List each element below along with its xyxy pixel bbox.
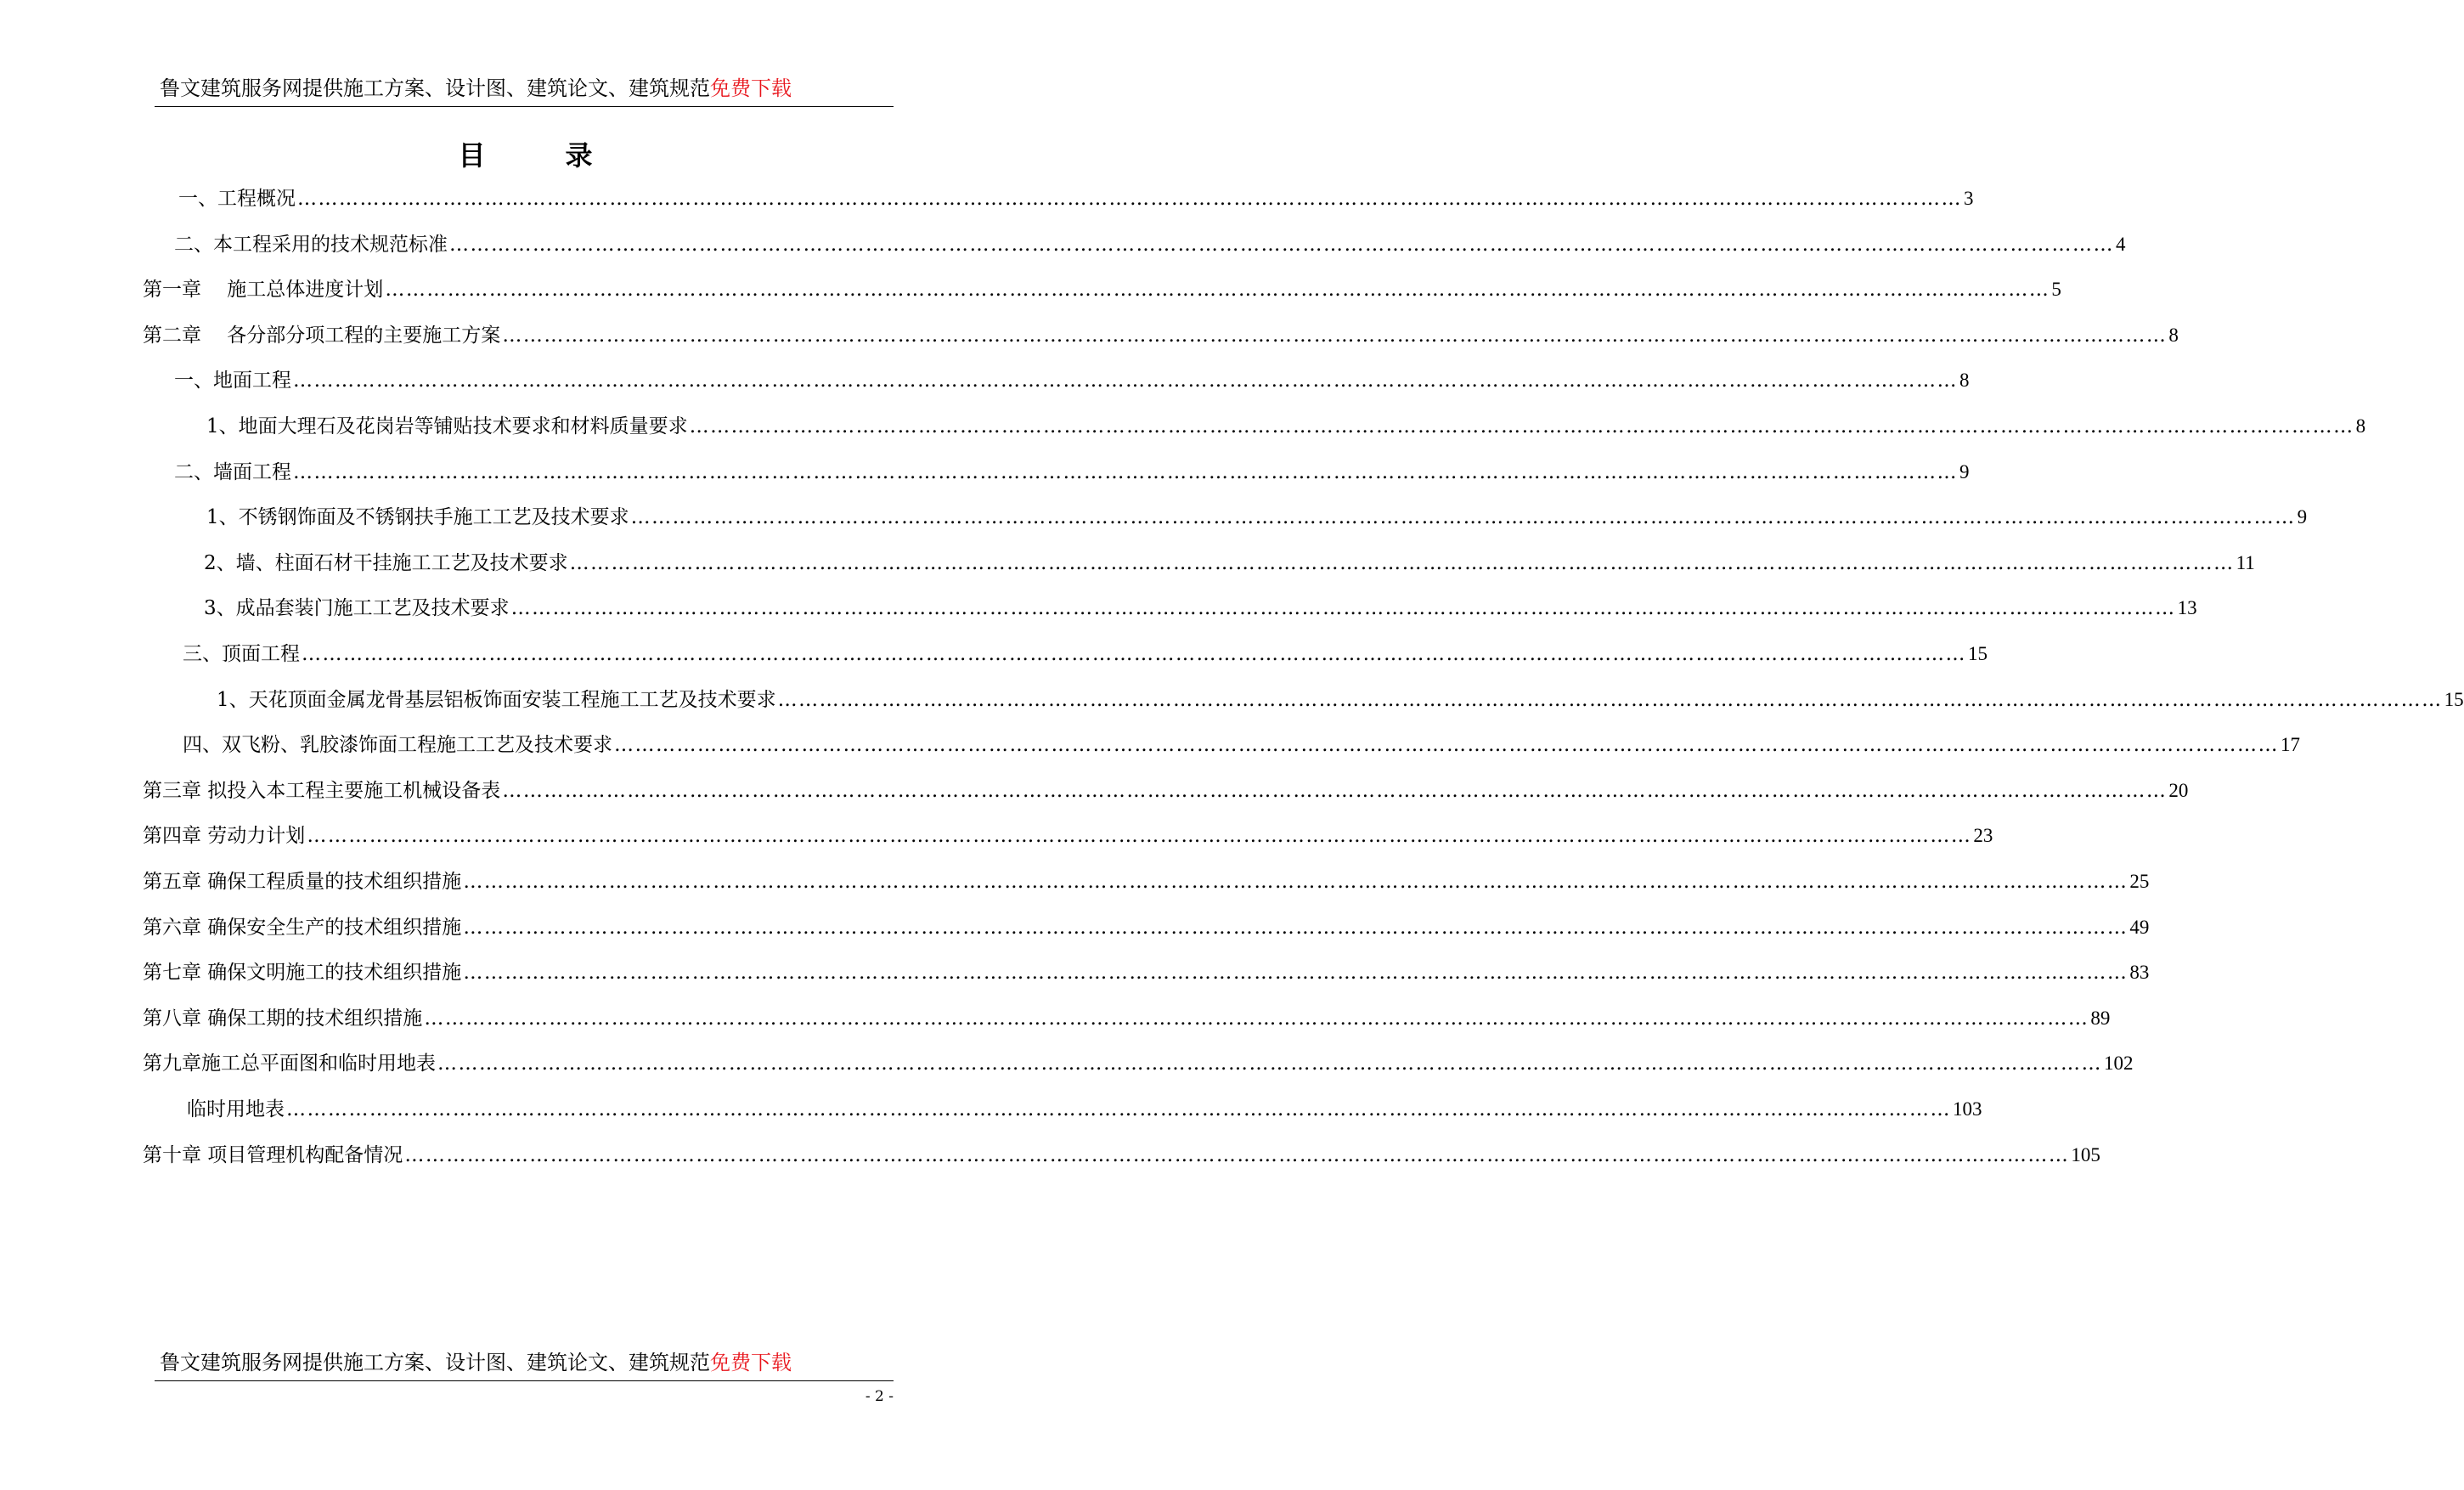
toc-entry-page: 4 [2116,233,2126,255]
toc-leader-dots: …………………………………………………………………………………………………………………………………………………………………………………………………………………… [463,871,2129,893]
toc-leader-dots: …………………………………………………………………………………………………………………………………………………………………………………………………………………… [502,779,2168,802]
toc-entry[interactable] [143,821,1993,851]
toc-entry[interactable] [143,274,2061,305]
toc-entry-page: 102 [2104,1053,2134,1075]
toc-entry-label: 临时用地表 [187,1098,285,1120]
toc-entry-page: 89 [2090,1007,2111,1029]
toc-leader-dots: …………………………………………………………………………………………………………………………………………………………………………………………………………………… [297,188,1962,210]
toc-entry[interactable] [143,1140,2100,1171]
toc-leader-dots: …………………………………………………………………………………………………………………………………………………………………………………………………………………… [630,506,2296,529]
toc-leader-dots: …………………………………………………………………………………………………………………………………………………………………………………………………………………… [569,551,2235,574]
toc-entry[interactable] [183,730,2300,760]
toc-entry-page: 8 [2168,324,2179,346]
header-free-download: 免费下载 [710,76,792,100]
toc-entry-page: 8 [1959,370,1970,392]
toc-leader-dots: …………………………………………………………………………………………………………………………………………………………………………………………………………………… [510,597,2176,620]
toc-entry[interactable] [204,593,2197,624]
toc-entry-page: 105 [2071,1143,2100,1165]
page-header [155,75,894,107]
toc-entry-page: 15 [2444,688,2464,710]
toc-entry-page: 20 [2168,779,2189,801]
toc-entry-page: 8 [2355,415,2366,437]
toc-entry[interactable] [206,502,2308,533]
toc-entry-page: 5 [2051,279,2061,301]
toc-title-char-1: 目 [458,139,489,172]
toc-entry-label: 第三章 拟投入本工程主要施工机械设备表 [143,779,501,802]
toc-entry-label: 3、成品套装门施工工艺及技术要求 [204,597,510,620]
toc-leader-dots: …………………………………………………………………………………………………………………………………………………………………………………………………………………… [463,962,2129,985]
toc-entry[interactable] [204,548,2255,579]
footer-free-download: 免费下载 [710,1351,792,1374]
toc-entry[interactable] [143,320,2179,351]
toc-entry-page: 13 [2177,597,2197,619]
header-text: 鲁文建筑服务网提供施工方案、设计图、建筑论文、建筑规范 [160,76,710,100]
page-number: - 2 - [865,1388,894,1405]
toc-entry-page: 17 [2281,734,2300,756]
toc-entry[interactable] [143,866,2150,897]
toc-entry-label: 二、墙面工程 [174,460,291,483]
toc-leader-dots: …………………………………………………………………………………………………………………………………………………………………………………………………………………… [424,1007,2089,1030]
toc-leader-dots: …………………………………………………………………………………………………………………………………………………………………………………………………………………… [385,279,2050,302]
footer-text: 鲁文建筑服务网提供施工方案、设计图、建筑论文、建筑规范 [160,1351,710,1374]
page-footer [155,1349,894,1381]
toc-entry-page: 25 [2129,871,2150,892]
toc-entry-page: 3 [1964,188,1974,209]
toc-entry[interactable] [143,1003,2111,1034]
toc-entry-page: 11 [2236,551,2255,573]
toc-leader-dots: …………………………………………………………………………………………………………………………………………………………………………………………………………………… [689,415,2354,437]
toc-entry[interactable] [183,639,1988,669]
toc-leader-dots: …………………………………………………………………………………………………………………………………………………………………………………………………………………… [286,1098,1951,1120]
toc-entry-page: 9 [1959,460,1970,483]
toc-entry[interactable] [143,912,2150,943]
toc-title [0,134,1054,173]
toc-entry[interactable] [217,685,2464,715]
toc-leader-dots: …………………………………………………………………………………………………………………………………………………………………………………………………………………… [502,324,2168,347]
toc-leader-dots: …………………………………………………………………………………………………………………………………………………………………………………………………………………… [307,825,1972,848]
toc-entry[interactable] [143,776,2189,806]
toc-leader-dots: …………………………………………………………………………………………………………………………………………………………………………………………………………………… [463,916,2129,939]
toc-entry-label: 一、地面工程 [174,370,291,392]
toc-entry-label: 一、工程概况 [178,188,296,210]
toc-entry-page: 9 [2297,506,2308,528]
toc-entry-label: 第五章 确保工程质量的技术组织措施 [143,871,462,893]
toc-entry[interactable] [174,365,1970,396]
toc-entry-label: 四、双飞粉、乳胶漆饰面工程施工工艺及技术要求 [183,734,612,757]
toc-entry-label: 三、顶面工程 [183,643,300,665]
toc-entry-label: 第四章 劳动力计划 [143,825,306,848]
toc-entry[interactable] [174,457,1970,488]
toc-entry-label: 第十章 项目管理机构配备情况 [143,1143,403,1166]
toc-leader-dots: …………………………………………………………………………………………………………………………………………………………………………………………………………………… [404,1143,2070,1166]
toc-entry[interactable] [143,957,2150,988]
toc-entry-label: 第九章施工总平面图和临时用地表 [143,1053,436,1075]
toc-entry[interactable] [174,229,2126,260]
toc-entry-label: 第七章 确保文明施工的技术组织措施 [143,962,462,985]
toc-entry[interactable] [187,1094,1982,1125]
toc-entry-label: 1、天花顶面金属龙骨基层铝板饰面安装工程施工工艺及技术要求 [217,688,776,711]
toc-leader-dots: …………………………………………………………………………………………………………………………………………………………………………………………………………………… [777,688,2443,711]
toc-title-char-2: 录 [565,139,596,172]
toc-entry-label: 2、墙、柱面石材干挂施工工艺及技术要求 [204,551,568,574]
toc-entry[interactable] [178,183,1974,214]
toc-leader-dots: …………………………………………………………………………………………………………………………………………………………………………………………………………………… [302,643,1966,665]
toc-entry-label: 第一章 施工总体进度计划 [143,279,384,302]
toc-entry-page: 23 [1973,825,1993,847]
toc-entry-label: 第二章 各分部分项工程的主要施工方案 [143,324,501,347]
toc-entry[interactable] [143,1048,2134,1079]
toc-entry-label: 1、不锈钢饰面及不锈钢扶手施工工艺及技术要求 [206,506,629,529]
toc-entry-label: 第八章 确保工期的技术组织措施 [143,1007,423,1030]
toc-entry-label: 1、地面大理石及花岗岩等铺贴技术要求和材料质量要求 [206,415,688,437]
toc-entry-page: 49 [2129,916,2150,938]
toc-entry-label: 第六章 确保安全生产的技术组织措施 [143,916,462,939]
toc-leader-dots: …………………………………………………………………………………………………………………………………………………………………………………………………………………… [437,1053,2102,1075]
toc-leader-dots: …………………………………………………………………………………………………………………………………………………………………………………………………………………… [614,734,2279,757]
toc-leader-dots: …………………………………………………………………………………………………………………………………………………………………………………………………………………… [293,370,1958,392]
toc-leader-dots: …………………………………………………………………………………………………………………………………………………………………………………………………………………… [449,233,2114,256]
toc-leader-dots: …………………………………………………………………………………………………………………………………………………………………………………………………………………… [293,460,1958,483]
toc-entry-page: 15 [1968,643,1988,664]
toc-entry-label: 二、本工程采用的技术规范标准 [174,233,448,256]
toc-entry-page: 83 [2129,962,2150,984]
toc-entry[interactable] [206,411,2366,442]
toc-entry-page: 103 [1953,1098,1982,1120]
